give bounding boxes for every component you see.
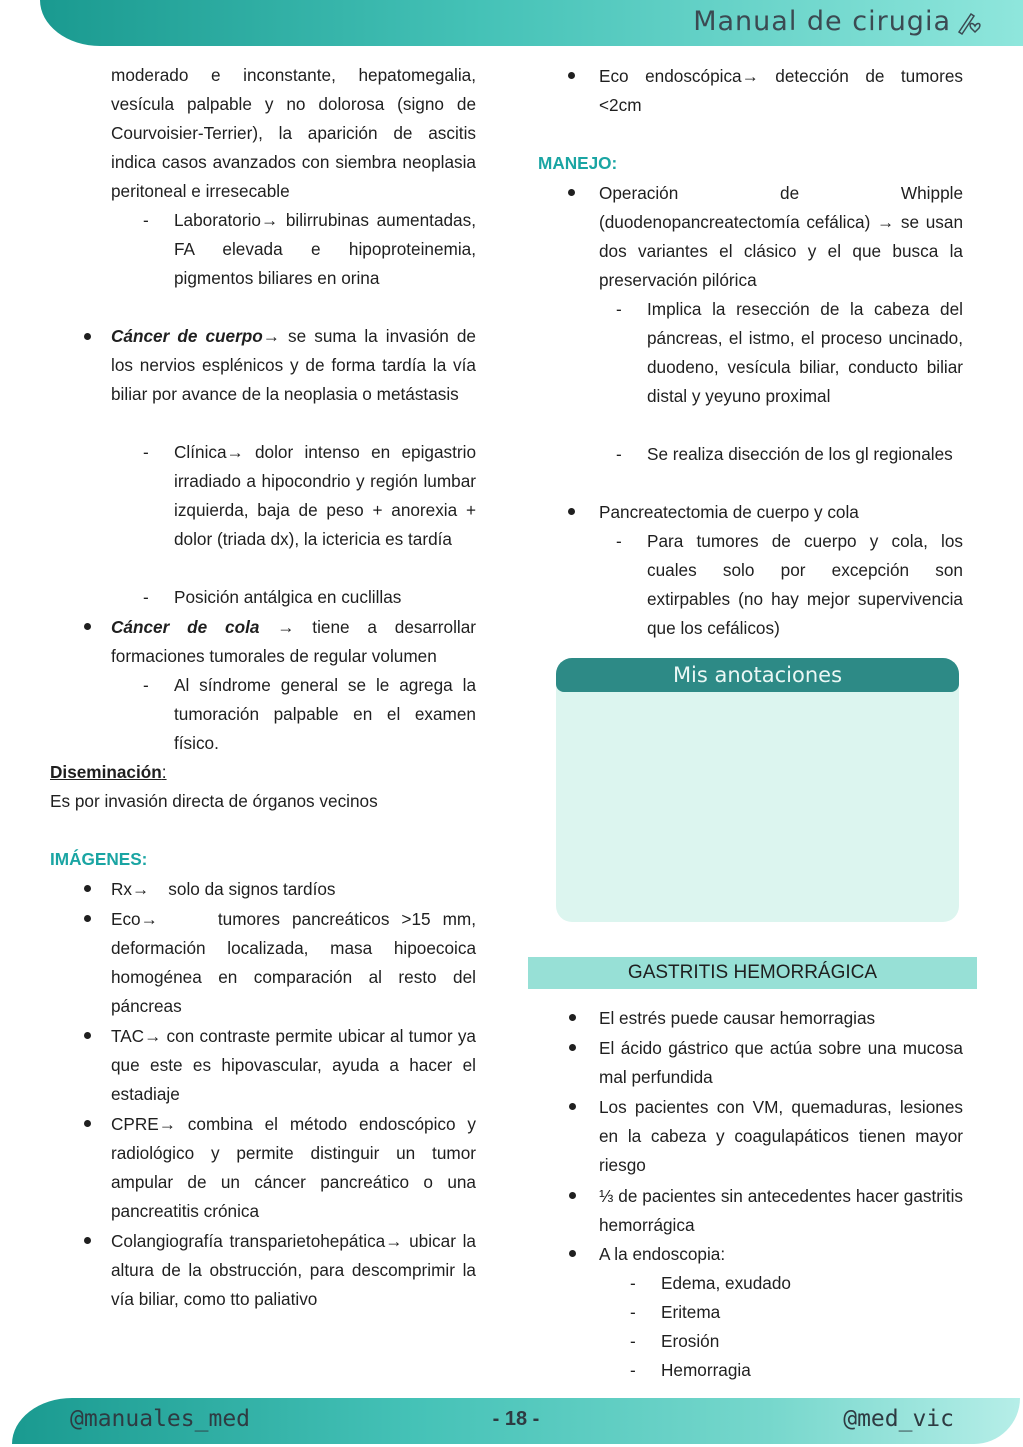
lab-item: Laboratorio→ bilirrubinas aumentadas, FA elevada e hipoproteinemia, pigmentos biliares en orina	[174, 210, 476, 288]
whipple-sub-diseccion: Se realiza disección de los gl regionales	[647, 444, 953, 464]
dash-marker: -	[143, 442, 149, 462]
dash-marker: -	[630, 1331, 636, 1351]
posicion-item: Posición antálgica en cuclillas	[174, 587, 402, 607]
pen-heart-icon	[955, 10, 985, 36]
dash-marker: -	[630, 1360, 636, 1380]
cuerpo-text: se suma la invasión de los nervios esplénicos y de forma tardía la vía biliar por avance de la neoplasia o metástasis	[111, 326, 476, 404]
bullet-icon	[84, 1237, 91, 1244]
dash-marker: -	[143, 675, 149, 695]
bullet-icon	[84, 885, 91, 892]
img-item-tac: TAC→ con contraste permite ubicar al tumor ya que este es hipovascular, ayuda a hacer el estadiaje	[111, 1026, 476, 1104]
dash-marker: -	[616, 444, 622, 464]
gastritis-item-tercio: ⅓ de pacientes sin antecedentes hacer gastritis hemorrágica	[599, 1186, 963, 1235]
endoscopia-item: Edema, exudado	[661, 1273, 791, 1293]
dash-marker: -	[630, 1302, 636, 1322]
dash-marker: -	[630, 1273, 636, 1293]
annotations-title: Mis anotaciones	[556, 658, 959, 692]
bullet-icon	[569, 1103, 576, 1110]
gastritis-heading: GASTRITIS HEMORRÁGICA	[528, 957, 977, 989]
endoscopia-item: Erosión	[661, 1331, 720, 1351]
bullet-icon	[568, 508, 575, 515]
img-item-colangiografia: Colangiografía transparietohepática→ ubicar la altura de la obstrucción, para descomprimir la vía biliar, como tto paliativo	[111, 1231, 476, 1309]
endoscopia-item: Eritema	[661, 1302, 721, 1322]
dash-marker: -	[143, 210, 149, 230]
cola-label: Cáncer de cola	[111, 617, 260, 637]
intro-paragraph: moderado e inconstante, hepatomegalia, vesícula palpable y no dolorosa (signo de Courvoisier-Terrier), la aparición de ascitis indica casos avanzados con siembra neoplasia peritoneal e irresecable	[111, 65, 476, 201]
bullet-icon	[84, 623, 91, 630]
cuerpo-item	[111, 322, 476, 409]
img-item-cpre: CPRE→ combina el método endoscópico y radiológico y permite distinguir un tumor ampular de un cáncer pancreático o una pancreatitis crónica	[111, 1114, 476, 1221]
header-banner	[40, 0, 1023, 46]
cola-text: → tiene a desarrollar formaciones tumorales de regular volumen	[111, 617, 476, 666]
footer-handle-left: @manuales_med	[70, 1406, 251, 1432]
dash-marker: -	[616, 299, 622, 319]
gastritis-item-acido: El ácido gástrico que actúa sobre una mucosa mal perfundida	[599, 1038, 963, 1087]
whipple-item: Operación de Whipple (duodenopancreatectomía cefálica) → se usan dos variantes el clásico y el que busca la preservación pilórica	[599, 183, 963, 290]
diseminacion-text: Es por invasión directa de órganos vecinos	[50, 791, 378, 811]
bullet-icon	[84, 333, 91, 340]
whipple-sub-reseccion: Implica la resección de la cabeza del páncreas, el istmo, el proceso uncinado, duodeno, vesícula biliar, conducto biliar distal y yeyuno proximal	[647, 299, 963, 406]
pancreatectomia-item: Pancreatectomia de cuerpo y cola	[599, 502, 859, 522]
diseminacion-heading	[50, 758, 480, 787]
gastritis-item-endoscopia: A la endoscopia:	[599, 1244, 726, 1264]
bullet-icon	[569, 1192, 576, 1199]
bullet-icon	[569, 1250, 576, 1257]
diseminacion-label: Diseminación	[50, 762, 162, 782]
bullet-icon	[84, 1032, 91, 1039]
bullet-icon	[569, 1044, 576, 1051]
header-title: Manual de cirugia	[693, 6, 951, 37]
clinica-item: Clínica→ dolor intenso en epigastrio irradiado a hipocondrio y región lumbar izquierda, baja de peso + anorexia + dolor (triada dx), la ictericia es tardía	[174, 442, 476, 549]
dash-marker: -	[616, 531, 622, 551]
pancreatectomia-sub: Para tumores de cuerpo y cola, los cuales solo por excepción son extirpables (no hay mejor supervivencia que los cefálicos)	[647, 531, 963, 638]
cola-item	[111, 613, 476, 671]
bullet-icon	[84, 1120, 91, 1127]
footer-banner	[12, 1398, 1020, 1444]
img-item-rx: Rx→ solo da signos tardíos	[111, 879, 336, 899]
page-number: - 18 -	[492, 1408, 540, 1430]
eco-endoscopica-item: Eco endoscópica→ detección de tumores <2cm	[599, 66, 963, 115]
img-item-eco: Eco→ tumores pancreáticos >15 mm, deformación localizada, masa hipoecoica homogénea en comparación al resto del páncreas	[111, 909, 481, 1016]
diseminacion-colon: :	[161, 762, 167, 782]
bullet-icon	[569, 1014, 576, 1021]
bullet-icon	[568, 72, 575, 79]
sindrome-item: Al síndrome general se le agrega la tumoración palpable en el examen físico.	[174, 675, 476, 753]
cuerpo-label: Cáncer de cuerpo→	[111, 326, 280, 346]
gastritis-item-estres: El estrés puede causar hemorragias	[599, 1008, 876, 1028]
endoscopia-item: Hemorragia	[661, 1360, 751, 1380]
manejo-heading: MANEJO:	[538, 153, 618, 173]
imagenes-heading: IMÁGENES:	[50, 849, 148, 869]
footer-handle-right: @med_vic	[843, 1406, 954, 1432]
gastritis-item-pacientes: Los pacientes con VM, quemaduras, lesiones en la cabeza y coagulapáticos tienen mayor riesgo	[599, 1097, 963, 1175]
bullet-icon	[84, 915, 91, 922]
dash-marker: -	[143, 587, 149, 607]
annotations-box[interactable]	[556, 658, 959, 922]
bullet-icon	[568, 189, 575, 196]
